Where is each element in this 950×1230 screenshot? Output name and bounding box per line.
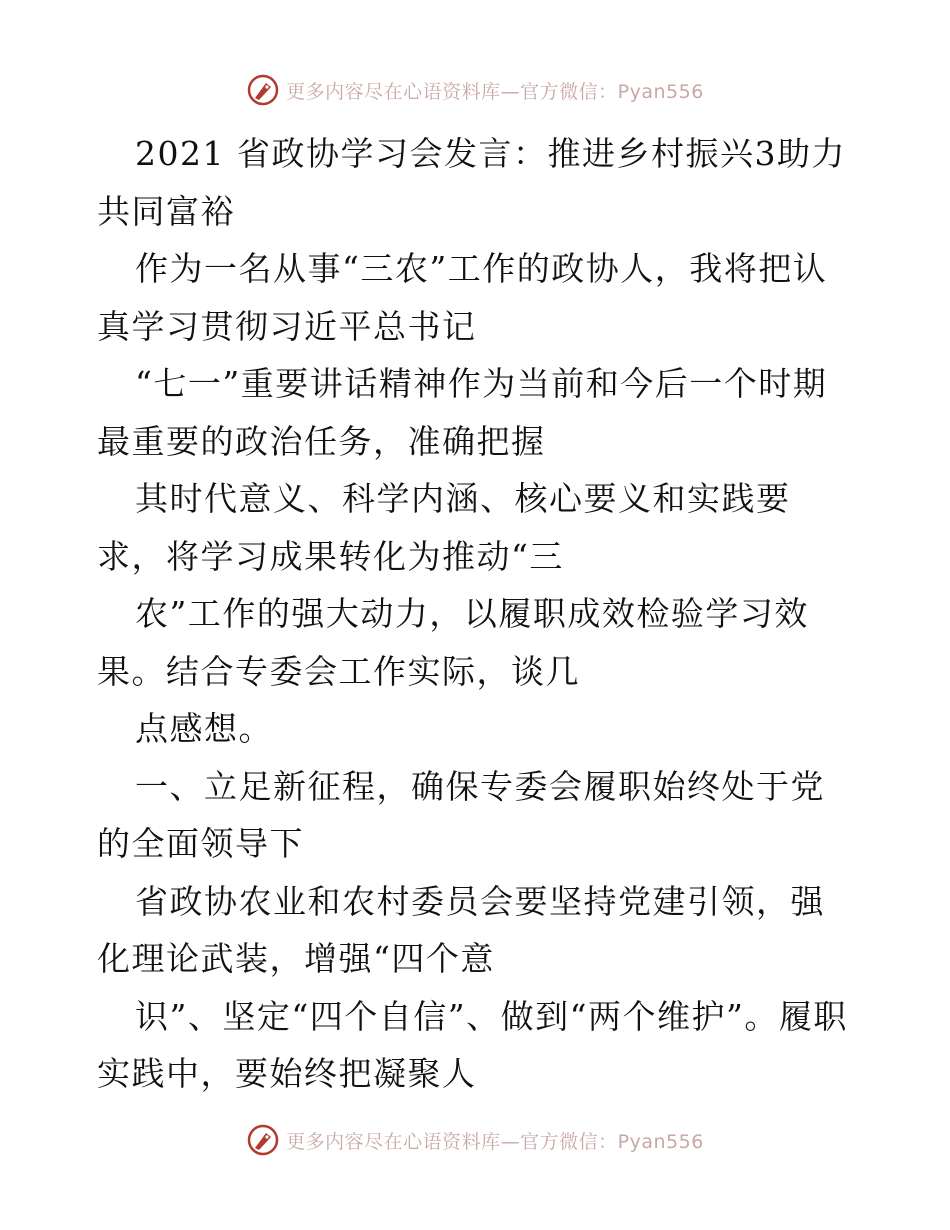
footer-watermark bbox=[0, 1120, 950, 1160]
paragraph: 其时代意义、科学内涵、核心要义和实践要求，将学习成果转化为推动“三 bbox=[97, 479, 791, 576]
paragraph: 作为一名从事“三农”工作的政协人，我将把认真学习贯彻习近平总书记 bbox=[97, 249, 828, 346]
paragraph: 农”工作的强大动力，以履职成效检验学习效果。结合专委会工作实际，谈几 bbox=[97, 594, 809, 691]
header-watermark bbox=[0, 70, 950, 110]
paragraph: “七一”重要讲话精神作为当前和今后一个时期最重要的政治任务，准确把握 bbox=[97, 364, 828, 461]
document-title: 2021 省政协学习会发言：推进乡村振兴3助力共同富裕 bbox=[97, 134, 846, 231]
paragraph: 点感想。 bbox=[135, 709, 273, 748]
watermark-text: 更多内容尽在心语资料库—官方微信：Pyan556 bbox=[286, 80, 704, 103]
document-body bbox=[97, 125, 857, 1103]
pen-nib-logo-icon bbox=[246, 73, 280, 107]
watermark-text: 更多内容尽在心语资料库—官方微信：Pyan556 bbox=[286, 1130, 704, 1153]
paragraph: 省政协农业和农村委员会要坚持党建引领，强化理论武装，增强“四个意 bbox=[97, 881, 825, 978]
section-heading: 一、立足新征程，确保专委会履职始终处于党的全面领导下 bbox=[97, 766, 825, 863]
pen-nib-logo-icon bbox=[246, 1123, 280, 1157]
paragraph: 识”、坚定“四个自信”、做到“两个维护”。履职实践中，要始终把凝聚人 bbox=[97, 996, 848, 1093]
